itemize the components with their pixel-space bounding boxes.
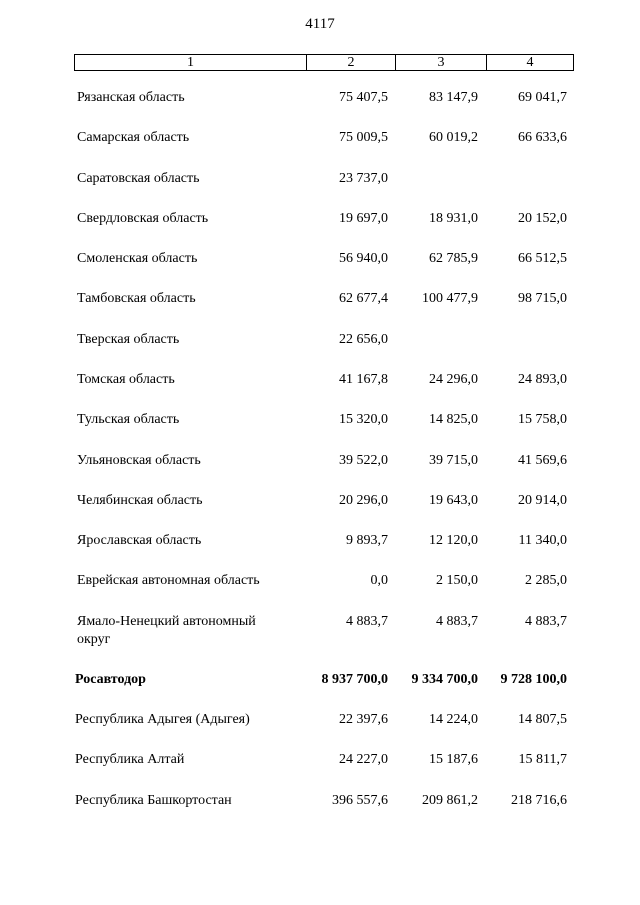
header-col-4: 4 (486, 55, 573, 70)
row-col-3: 24 296,0 (429, 372, 478, 387)
row-col-2: 75 407,5 (339, 90, 388, 105)
row-col-3: 4 883,7 (436, 614, 478, 629)
page-number: 4117 (305, 16, 335, 32)
row-col-3: 100 477,9 (422, 291, 478, 306)
row-col-3: 62 785,9 (429, 251, 478, 266)
row-name: Тульская область (77, 412, 180, 427)
row-name: Челябинская область (77, 493, 203, 508)
row-name: Ульяновская область (77, 453, 201, 468)
row-col-4: 41 569,6 (518, 453, 567, 468)
row-col-2: 56 940,0 (339, 251, 388, 266)
row-col-3: 15 187,6 (429, 752, 478, 767)
row-col-3: 14 224,0 (429, 712, 478, 727)
row-col-4: 20 914,0 (518, 493, 567, 508)
row-col-2: 8 937 700,0 (321, 672, 388, 687)
row-col-3: 60 019,2 (429, 130, 478, 145)
row-col-2: 22 397,6 (339, 712, 388, 727)
row-name: Росавтодор (75, 672, 146, 687)
row-col-2: 22 656,0 (339, 332, 388, 347)
row-col-2: 396 557,6 (332, 793, 388, 808)
row-col-3: 14 825,0 (429, 412, 478, 427)
row-name: Тамбовская область (77, 291, 196, 306)
table-header (74, 54, 574, 71)
row-col-3: 19 643,0 (429, 493, 478, 508)
row-col-4: 9 728 100,0 (500, 672, 567, 687)
row-name: Ярославская область (77, 533, 202, 548)
row-name: Тверская область (77, 332, 180, 347)
row-name: Смоленская область (77, 251, 198, 266)
row-col-4: 14 807,5 (518, 712, 567, 727)
row-col-4: 11 340,0 (518, 533, 567, 548)
row-col-4: 15 758,0 (518, 412, 567, 427)
row-col-2: 15 320,0 (339, 412, 388, 427)
row-col-2: 41 167,8 (339, 372, 388, 387)
row-col-4: 20 152,0 (518, 211, 567, 226)
row-col-2: 62 677,4 (339, 291, 388, 306)
row-col-2: 75 009,5 (339, 130, 388, 145)
row-name: Республика Алтай (75, 752, 185, 767)
row-col-4: 4 883,7 (525, 614, 567, 629)
row-col-4: 24 893,0 (518, 372, 567, 387)
row-col-2: 0,0 (370, 573, 388, 588)
header-col-2: 2 (306, 55, 395, 70)
row-col-4: 218 716,6 (511, 793, 567, 808)
row-col-3: 18 931,0 (429, 211, 478, 226)
header-col-3: 3 (395, 55, 486, 70)
row-col-4: 15 811,7 (518, 752, 567, 767)
header-col-1: 1 (187, 54, 194, 70)
row-col-2: 39 522,0 (339, 453, 388, 468)
row-name: Свердловская область (77, 211, 209, 226)
row-col-2: 24 227,0 (339, 752, 388, 767)
row-col-3: 209 861,2 (422, 793, 478, 808)
row-col-3: 83 147,9 (429, 90, 478, 105)
row-col-4: 98 715,0 (518, 291, 567, 306)
row-name: Саратовская область (77, 171, 200, 186)
row-name: Еврейская автономная область (77, 573, 260, 588)
row-name: Ямало-Ненецкий автономный округ (77, 614, 256, 647)
row-col-2: 9 893,7 (346, 533, 388, 548)
row-name: Самарская область (77, 130, 190, 145)
row-col-3: 39 715,0 (429, 453, 478, 468)
row-col-2: 4 883,7 (346, 614, 388, 629)
row-col-2: 23 737,0 (339, 171, 388, 186)
row-col-3: 2 150,0 (436, 573, 478, 588)
row-col-2: 19 697,0 (339, 211, 388, 226)
row-col-2: 20 296,0 (339, 493, 388, 508)
row-col-3: 12 120,0 (429, 533, 478, 548)
row-col-4: 66 512,5 (518, 251, 567, 266)
row-name: Республика Адыгея (Адыгея) (75, 712, 250, 727)
row-col-4: 66 633,6 (518, 130, 567, 145)
row-name: Рязанская область (77, 90, 185, 105)
row-col-4: 69 041,7 (518, 90, 567, 105)
row-col-3: 9 334 700,0 (411, 672, 478, 687)
row-col-4: 2 285,0 (525, 573, 567, 588)
row-name: Томская область (77, 372, 175, 387)
row-name: Республика Башкортостан (75, 793, 232, 808)
